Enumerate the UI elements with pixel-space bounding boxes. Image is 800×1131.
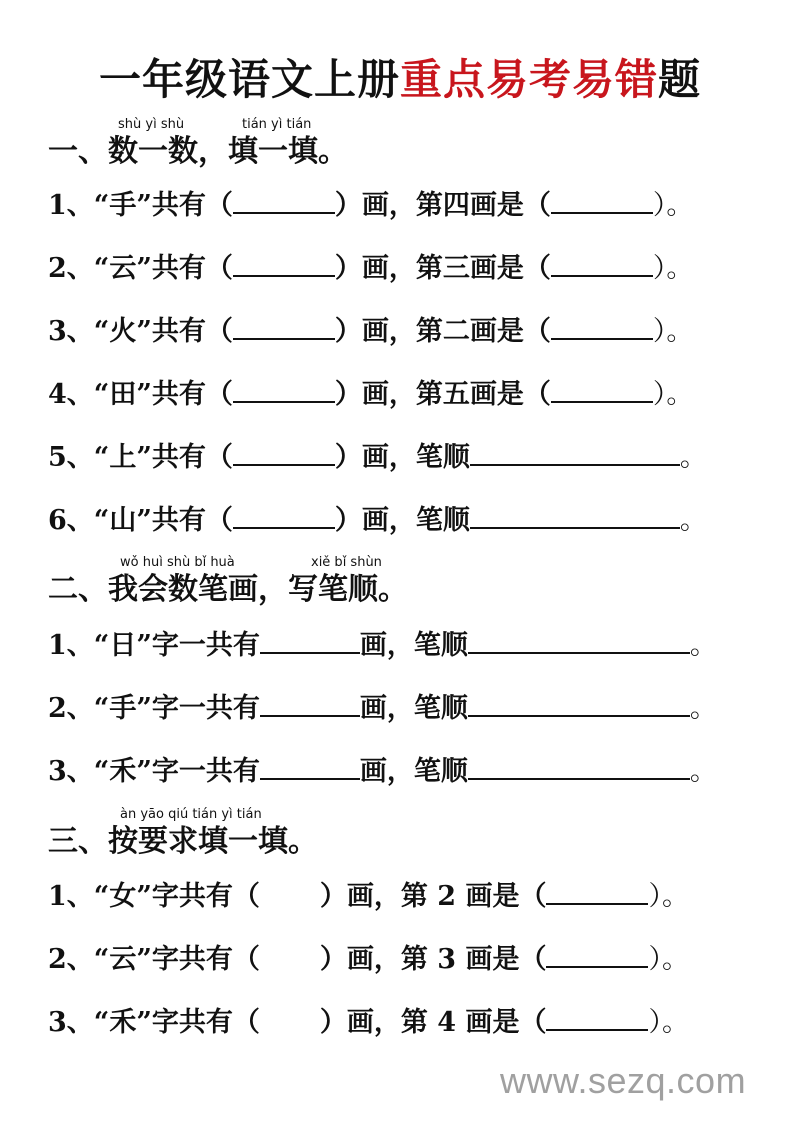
question-end: 。: [689, 756, 717, 787]
question-end: ）。: [652, 253, 694, 284]
question-row: [48, 940, 689, 978]
question-row: [48, 877, 689, 915]
question-end: 。: [679, 505, 707, 536]
section-heading: 三、按要求填一填。: [48, 824, 318, 859]
question-end: ）。: [652, 316, 694, 347]
question-row: [48, 689, 717, 727]
question-prefix: 3、“火”共有（: [48, 316, 233, 347]
answer-blank[interactable]: [546, 877, 648, 905]
answer-blank[interactable]: [551, 312, 653, 340]
answer-blank[interactable]: [233, 312, 335, 340]
question-row: [48, 501, 707, 539]
pinyin-label: àn yāo qiú tián yì tián: [120, 807, 262, 822]
stroke-order-blank[interactable]: [468, 689, 690, 717]
question-mid: ）画，笔顺: [334, 442, 470, 473]
answer-blank[interactable]: [233, 186, 335, 214]
stroke-order-blank[interactable]: [468, 626, 690, 654]
question-prefix: 6、“山”共有（: [48, 505, 233, 536]
question-mid: ）画，第四画是（: [334, 190, 551, 221]
question-prefix: 2、“云”共有（: [48, 253, 233, 284]
section-heading: 一、数一数，填一填。: [48, 134, 348, 169]
question-row: [48, 312, 693, 350]
question-end: ）。: [648, 881, 689, 912]
question-end: 。: [689, 630, 717, 661]
answer-blank[interactable]: [546, 1003, 648, 1031]
answer-blank[interactable]: [233, 249, 335, 277]
question-mid: 画，笔顺: [359, 630, 468, 661]
question-end: 。: [689, 693, 717, 724]
answer-blank[interactable]: [260, 752, 360, 780]
question-mid: ）画，第 2 画是（: [319, 881, 547, 912]
section-heading: 二、我会数笔画，写笔顺。: [48, 572, 408, 607]
title-black: 一年级语文上册: [98, 55, 400, 104]
question-mid: ）画，第 3 画是（: [319, 944, 547, 975]
pinyin-label: xiě bǐ shùn: [311, 555, 382, 570]
question-row: [48, 752, 717, 790]
question-mid: ）画，笔顺: [334, 505, 470, 536]
pinyin-label: wǒ huì shù bǐ huà: [120, 555, 235, 570]
question-mid: ）画，第三画是（: [334, 253, 551, 284]
question-end: 。: [679, 442, 707, 473]
worksheet-title: [0, 52, 800, 108]
question-prefix: 2、“手”字一共有: [48, 693, 260, 724]
question-prefix: 1、“女”字共有（: [48, 881, 260, 912]
question-end: ）。: [648, 944, 689, 975]
pinyin-label: tián yì tián: [242, 117, 312, 132]
question-end: ）。: [652, 190, 694, 221]
stroke-order-blank[interactable]: [468, 752, 690, 780]
question-end: ）。: [648, 1007, 689, 1038]
question-row: [48, 249, 693, 287]
question-row: [48, 438, 707, 476]
answer-blank[interactable]: [233, 438, 335, 466]
answer-blank[interactable]: [551, 375, 653, 403]
answer-blank[interactable]: [551, 249, 653, 277]
question-prefix: 5、“上”共有（: [48, 442, 233, 473]
stroke-order-blank[interactable]: [470, 501, 680, 529]
question-prefix: 1、“日”字一共有: [48, 630, 260, 661]
watermark: www.sezq.com: [500, 1060, 747, 1101]
question-mid: 画，笔顺: [359, 756, 468, 787]
question-prefix: 1、“手”共有（: [48, 190, 233, 221]
question-prefix: 3、“禾”字一共有: [48, 756, 260, 787]
title-red-highlight: 重点易考易错: [399, 55, 658, 104]
question-row: [48, 186, 693, 224]
question-prefix: 4、“田”共有（: [48, 379, 233, 410]
question-row: [48, 626, 717, 664]
pinyin-label: shù yì shù: [118, 117, 185, 132]
answer-blank[interactable]: [260, 689, 360, 717]
question-mid: ）画，第五画是（: [334, 379, 551, 410]
question-mid: ）画，第二画是（: [334, 316, 551, 347]
question-mid: 画，笔顺: [359, 693, 468, 724]
answer-blank[interactable]: [551, 186, 653, 214]
question-row: [48, 375, 693, 413]
answer-blank[interactable]: [546, 940, 648, 968]
question-row: [48, 1003, 689, 1041]
question-prefix: 2、“云”字共有（: [48, 944, 260, 975]
stroke-order-blank[interactable]: [470, 438, 680, 466]
question-prefix: 3、“禾”字共有（: [48, 1007, 260, 1038]
answer-blank[interactable]: [233, 501, 335, 529]
title-tail: 题: [658, 55, 702, 104]
question-end: ）。: [652, 379, 694, 410]
question-mid: ）画，第 4 画是（: [319, 1007, 547, 1038]
answer-blank[interactable]: [233, 375, 335, 403]
answer-blank[interactable]: [260, 626, 360, 654]
